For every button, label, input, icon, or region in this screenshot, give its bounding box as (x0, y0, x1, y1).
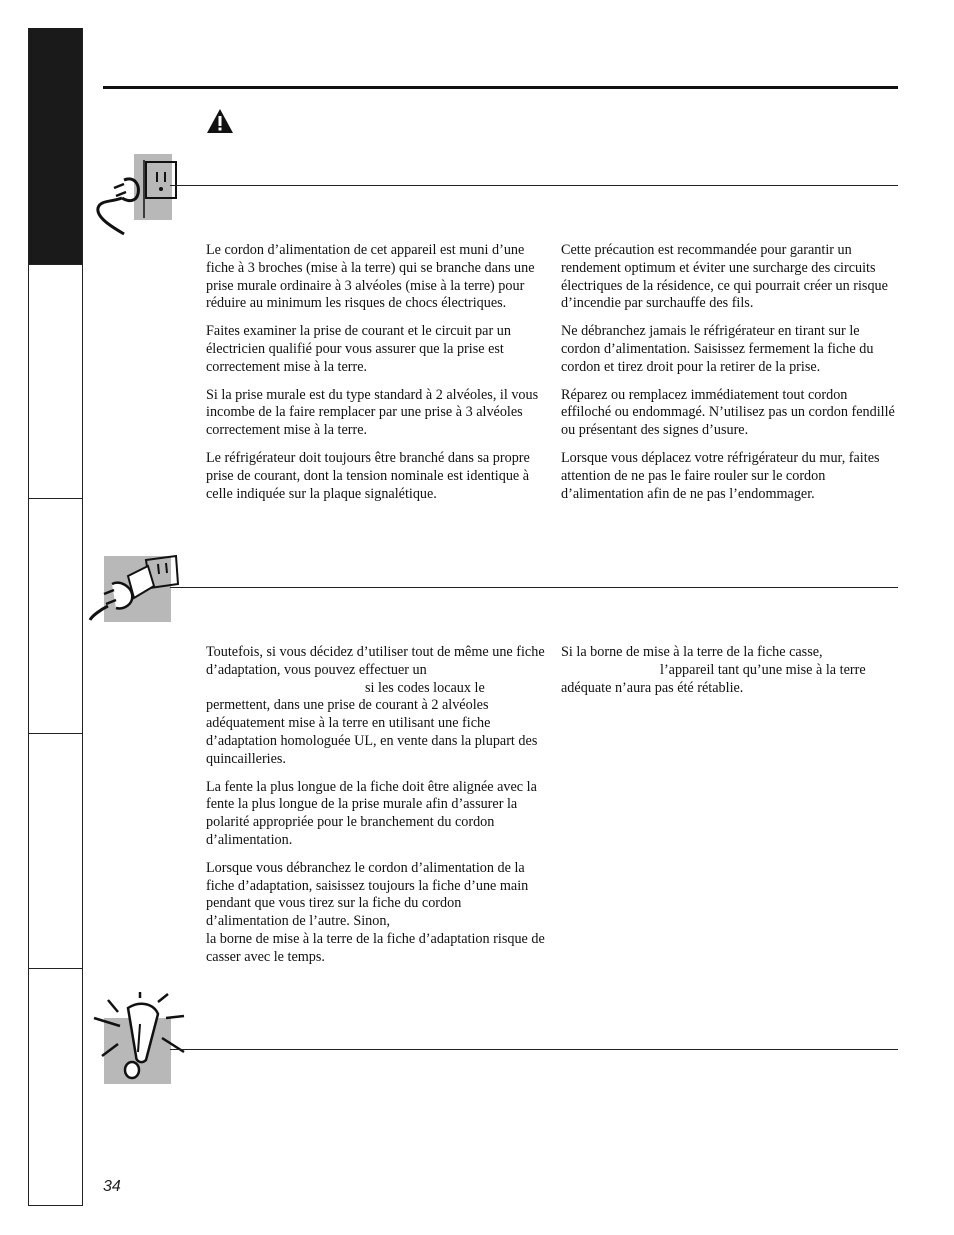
section-tabs (28, 28, 83, 1206)
text-line: Si la borne de mise à la terre de la fiche casse, (561, 644, 823, 660)
text-line: si les codes locaux le (365, 679, 485, 696)
text-line: permettent, dans une prise de courant à 2 alvéoles adéquatement mise à la terre en utilisant une fiche d’adaptation homologuée UL, en vente dans la plupart des quincailleries. (206, 697, 538, 767)
section1-rule (170, 185, 898, 186)
tab-care[interactable] (29, 499, 82, 734)
tab-operation[interactable] (29, 265, 82, 499)
paragraph: Réparez ou remplacez immédiatement tout cordon effiloché ou endommagé. N’utilisez pas un cordon fendillé ou présentant des signes d’usure. (561, 386, 895, 439)
section1-right-column (561, 242, 901, 513)
section2-rule (170, 587, 898, 588)
paragraph (561, 644, 901, 697)
tab-safety[interactable] (29, 28, 82, 265)
paragraph: Si la prise murale est du type standard à 2 alvéoles, il vous incombe de la faire remplacer par une prise à 3 alvéoles correctement mise à la terre. (206, 386, 539, 439)
paragraph (206, 860, 546, 967)
exclamation-caution-icon (88, 990, 188, 1086)
text-line: Toutefois, si vous décidez d’utiliser tout de même une fiche d’adaptation, vous pouvez effectuer un (206, 644, 545, 678)
text-line: Lorsque vous débranchez le cordon d’alimentation de la fiche d’adaptation, saisissez toujours la fiche d’une main pendant que vous tirez sur la fiche du cordon d’alimentation de l’autre. Sinon, (206, 859, 529, 930)
paragraph: Faites examiner la prise de courant et le circuit par un électricien qualifié pour vous assurer que la prise est correctement mise à la terre. (206, 323, 511, 375)
text-line: la borne de mise à la terre de la fiche d’adaptation risque de casser avec le temps. (206, 930, 545, 965)
section1-left-column (206, 242, 546, 513)
plug-outlet-icon (94, 154, 180, 238)
paragraph: Le cordon d’alimentation de cet appareil est muni d’une fiche à 3 broches (mise à la terre) qui se branche dans une prise murale ordinaire à 3 alvéoles (mise à la terre) pour réduire au minimum les risques de chocs électriques. (206, 242, 535, 312)
paragraph: Le réfrigérateur doit toujours être branché dans sa propre prise de courant, dont la tension nominale est identique à celle indiquée sur la plaque signalétique. (206, 449, 530, 502)
text-line: l’appareil tant qu’une mise à la terre adéquate n’aura pas été rétablie. (561, 661, 866, 696)
warning-triangle-icon (206, 108, 234, 134)
section2-left-column (206, 644, 546, 977)
adapter-plug-icon (88, 554, 180, 624)
paragraph: Ne débranchez jamais le réfrigérateur en tirant sur le cordon d’alimentation. Saisissez fermement la fiche du cordon et tirez droit pour la retirer de la prise. (561, 323, 874, 375)
paragraph: Cette précaution est recommandée pour garantir un rendement optimum et éviter une surcharge des circuits électriques de la résidence, ce qui pourrait créer un risque d’incendie par surchauffe des fils. (561, 242, 888, 312)
paragraph: Lorsque vous déplacez votre réfrigérateur du mur, faites attention de ne pas le faire rouler sur le cordon d’alimentation afin de ne pas l’endommager. (561, 449, 880, 502)
paragraph: La fente la plus longue de la fiche doit être alignée avec la fente la plus longue de la prise murale afin d’assurer la polarité appropriée pour le branchement du cordon d’alimentation. (206, 778, 537, 848)
section3-rule (170, 1049, 898, 1050)
paragraph (206, 644, 546, 769)
top-rule (103, 86, 898, 89)
page-number: 34 (103, 1178, 121, 1195)
tab-troubleshooting[interactable] (29, 969, 82, 1206)
tab-installation[interactable] (29, 734, 82, 969)
section2-right-column (561, 644, 901, 707)
